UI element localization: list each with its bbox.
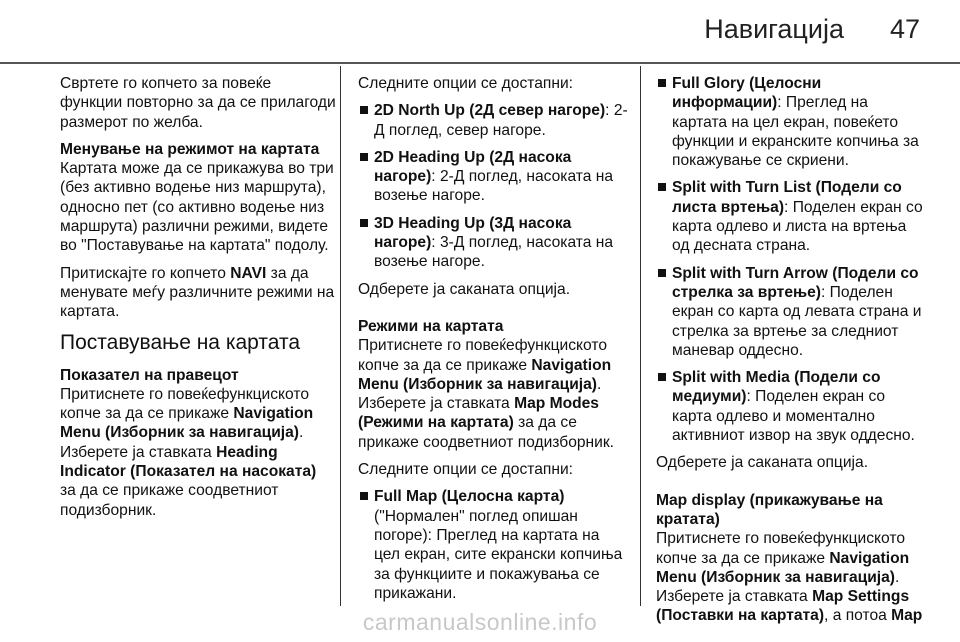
paragraph: Свртете го копчето за повеќе функции повторно за да се прилагоди размерот по желба. (60, 75, 336, 131)
text: : 2-Д поглед, север нагоре. (374, 102, 628, 139)
text: ("Нормален" поглед опишан погоре): Преглед на картата на цел екран, сите екрански копчиња за функциите и покажувања се прикажани. (374, 507, 623, 602)
text: . Изберете ја ставката (656, 568, 900, 606)
text: Притискајте го копчето (60, 264, 231, 282)
bold-text: 2D North Up (2Д север нагоре) (374, 102, 606, 120)
bold-text: Split with Turn Arrow (Подели со стрелка за вртење) (672, 264, 919, 301)
bold-text: Map Modes (Режими на картата) (358, 395, 599, 432)
bold-text: NAVI (230, 264, 267, 282)
bullet-icon (360, 219, 368, 227)
text: : Поделен екран со карта одлево и моментално активниот извор на звук оддесно. (672, 388, 915, 445)
bold-text: 3D Heading Up (3Д насока нагоре) (374, 214, 572, 252)
paragraph: Картата може да се прикажува во три (без активно водење низ маршрута), односно пет (со активно водење низ маршрута) различни режими, видете во "Поставување на картата" подолу. (60, 160, 334, 255)
bullet-icon (360, 153, 368, 161)
list-item (656, 74, 926, 170)
bullet-icon (658, 79, 666, 87)
bold-text: Navigation Menu (Изборник за навигација) (358, 356, 612, 393)
bold-text: Full Map (Целосна карта) (374, 488, 565, 506)
bullet-icon (658, 183, 666, 191)
list-item (656, 178, 926, 255)
text: за да се прикаже соодветниот подизборник. (60, 482, 279, 519)
paragraph: Одберете ја саканата опција. (358, 280, 571, 298)
text: . Изберете ја ставката (60, 424, 304, 461)
paragraph (358, 336, 628, 452)
text: : Поделен екран со карта одлево и листа на вртења од десната страна. (672, 198, 923, 255)
paragraph: Следните опции се достапни: (358, 461, 573, 479)
list-item (358, 148, 628, 206)
bullet-icon (658, 269, 666, 277)
section-heading: Показател на правецот (60, 366, 239, 384)
watermark: carmanualsonline.info (362, 609, 598, 635)
bold-text: Split with Turn List (Подели со листа вртења) (672, 179, 902, 216)
bullet-icon (360, 492, 368, 500)
text: Притиснете го повеќефункциското копче за да се прикаже (60, 385, 310, 423)
bold-text: Heading Indicator (Показател на насоката) (60, 443, 317, 481)
text: за да се прикаже соодветниот подизборник. (358, 414, 615, 451)
text: , а потоа (824, 607, 892, 625)
paragraph: Одберете ја саканата опција. (656, 454, 869, 472)
text: : Преглед на картата на цел екран, повеќето функции и екранските копчиња за покажување се скриени. (672, 94, 919, 170)
bullet-icon (360, 106, 368, 114)
column-left (60, 74, 336, 528)
page-header (0, 0, 960, 62)
text: Притиснете го повеќефункциското копче за да се прикаже (656, 530, 906, 567)
bold-text: Map (891, 607, 923, 625)
column-middle (358, 74, 628, 611)
column-right (656, 74, 926, 634)
paragraph: Следните опции се достапни: (358, 75, 573, 92)
list-item (358, 214, 628, 272)
bold-text: Full Glory (Целосни информации) (672, 75, 822, 112)
section-heading: Менување на режимот на картата (60, 140, 320, 158)
section-heading: Map display (прикажување на кратата) (656, 491, 883, 528)
page-number: 47 (889, 14, 920, 44)
column-divider (340, 66, 341, 606)
list-item (358, 101, 628, 140)
bullet-icon (658, 373, 666, 381)
text: : 3-Д поглед, насоката на возење нагоре. (374, 234, 614, 271)
text: . Изберете ја ставката (358, 375, 602, 413)
section-heading: Режими на картата (358, 317, 504, 335)
bold-text: Split with Media (Подели со медиуми) (672, 369, 881, 406)
text: за да менувате меѓу различните режими на картата. (60, 264, 335, 321)
text: : Поделен екран со карта од левата страна и стрелка за вртење за следниот маневар оддесно. (672, 283, 922, 359)
bold-text: Map Settings (Поставки на картата) (656, 588, 910, 625)
list-item (656, 264, 926, 360)
paragraph (60, 264, 336, 322)
header-rule (0, 62, 960, 64)
bold-text: Navigation Menu (Изборник за навигација) (60, 405, 314, 442)
bold-text: 2D Heading Up (2Д насока нагоре) (374, 148, 572, 186)
paragraph (60, 385, 336, 520)
text: : 2-Д поглед, насоката на возење нагоре. (374, 168, 614, 205)
page-title: Навигација (704, 14, 844, 44)
list-item (358, 487, 628, 603)
bold-text: Navigation Menu (Изборник за навигација) (656, 549, 910, 586)
list-item (656, 368, 926, 445)
text: Притиснете го повеќефункциското копче за да се прикаже (358, 337, 608, 374)
column-divider (640, 66, 641, 606)
section-title: Поставување на картата (60, 330, 301, 354)
